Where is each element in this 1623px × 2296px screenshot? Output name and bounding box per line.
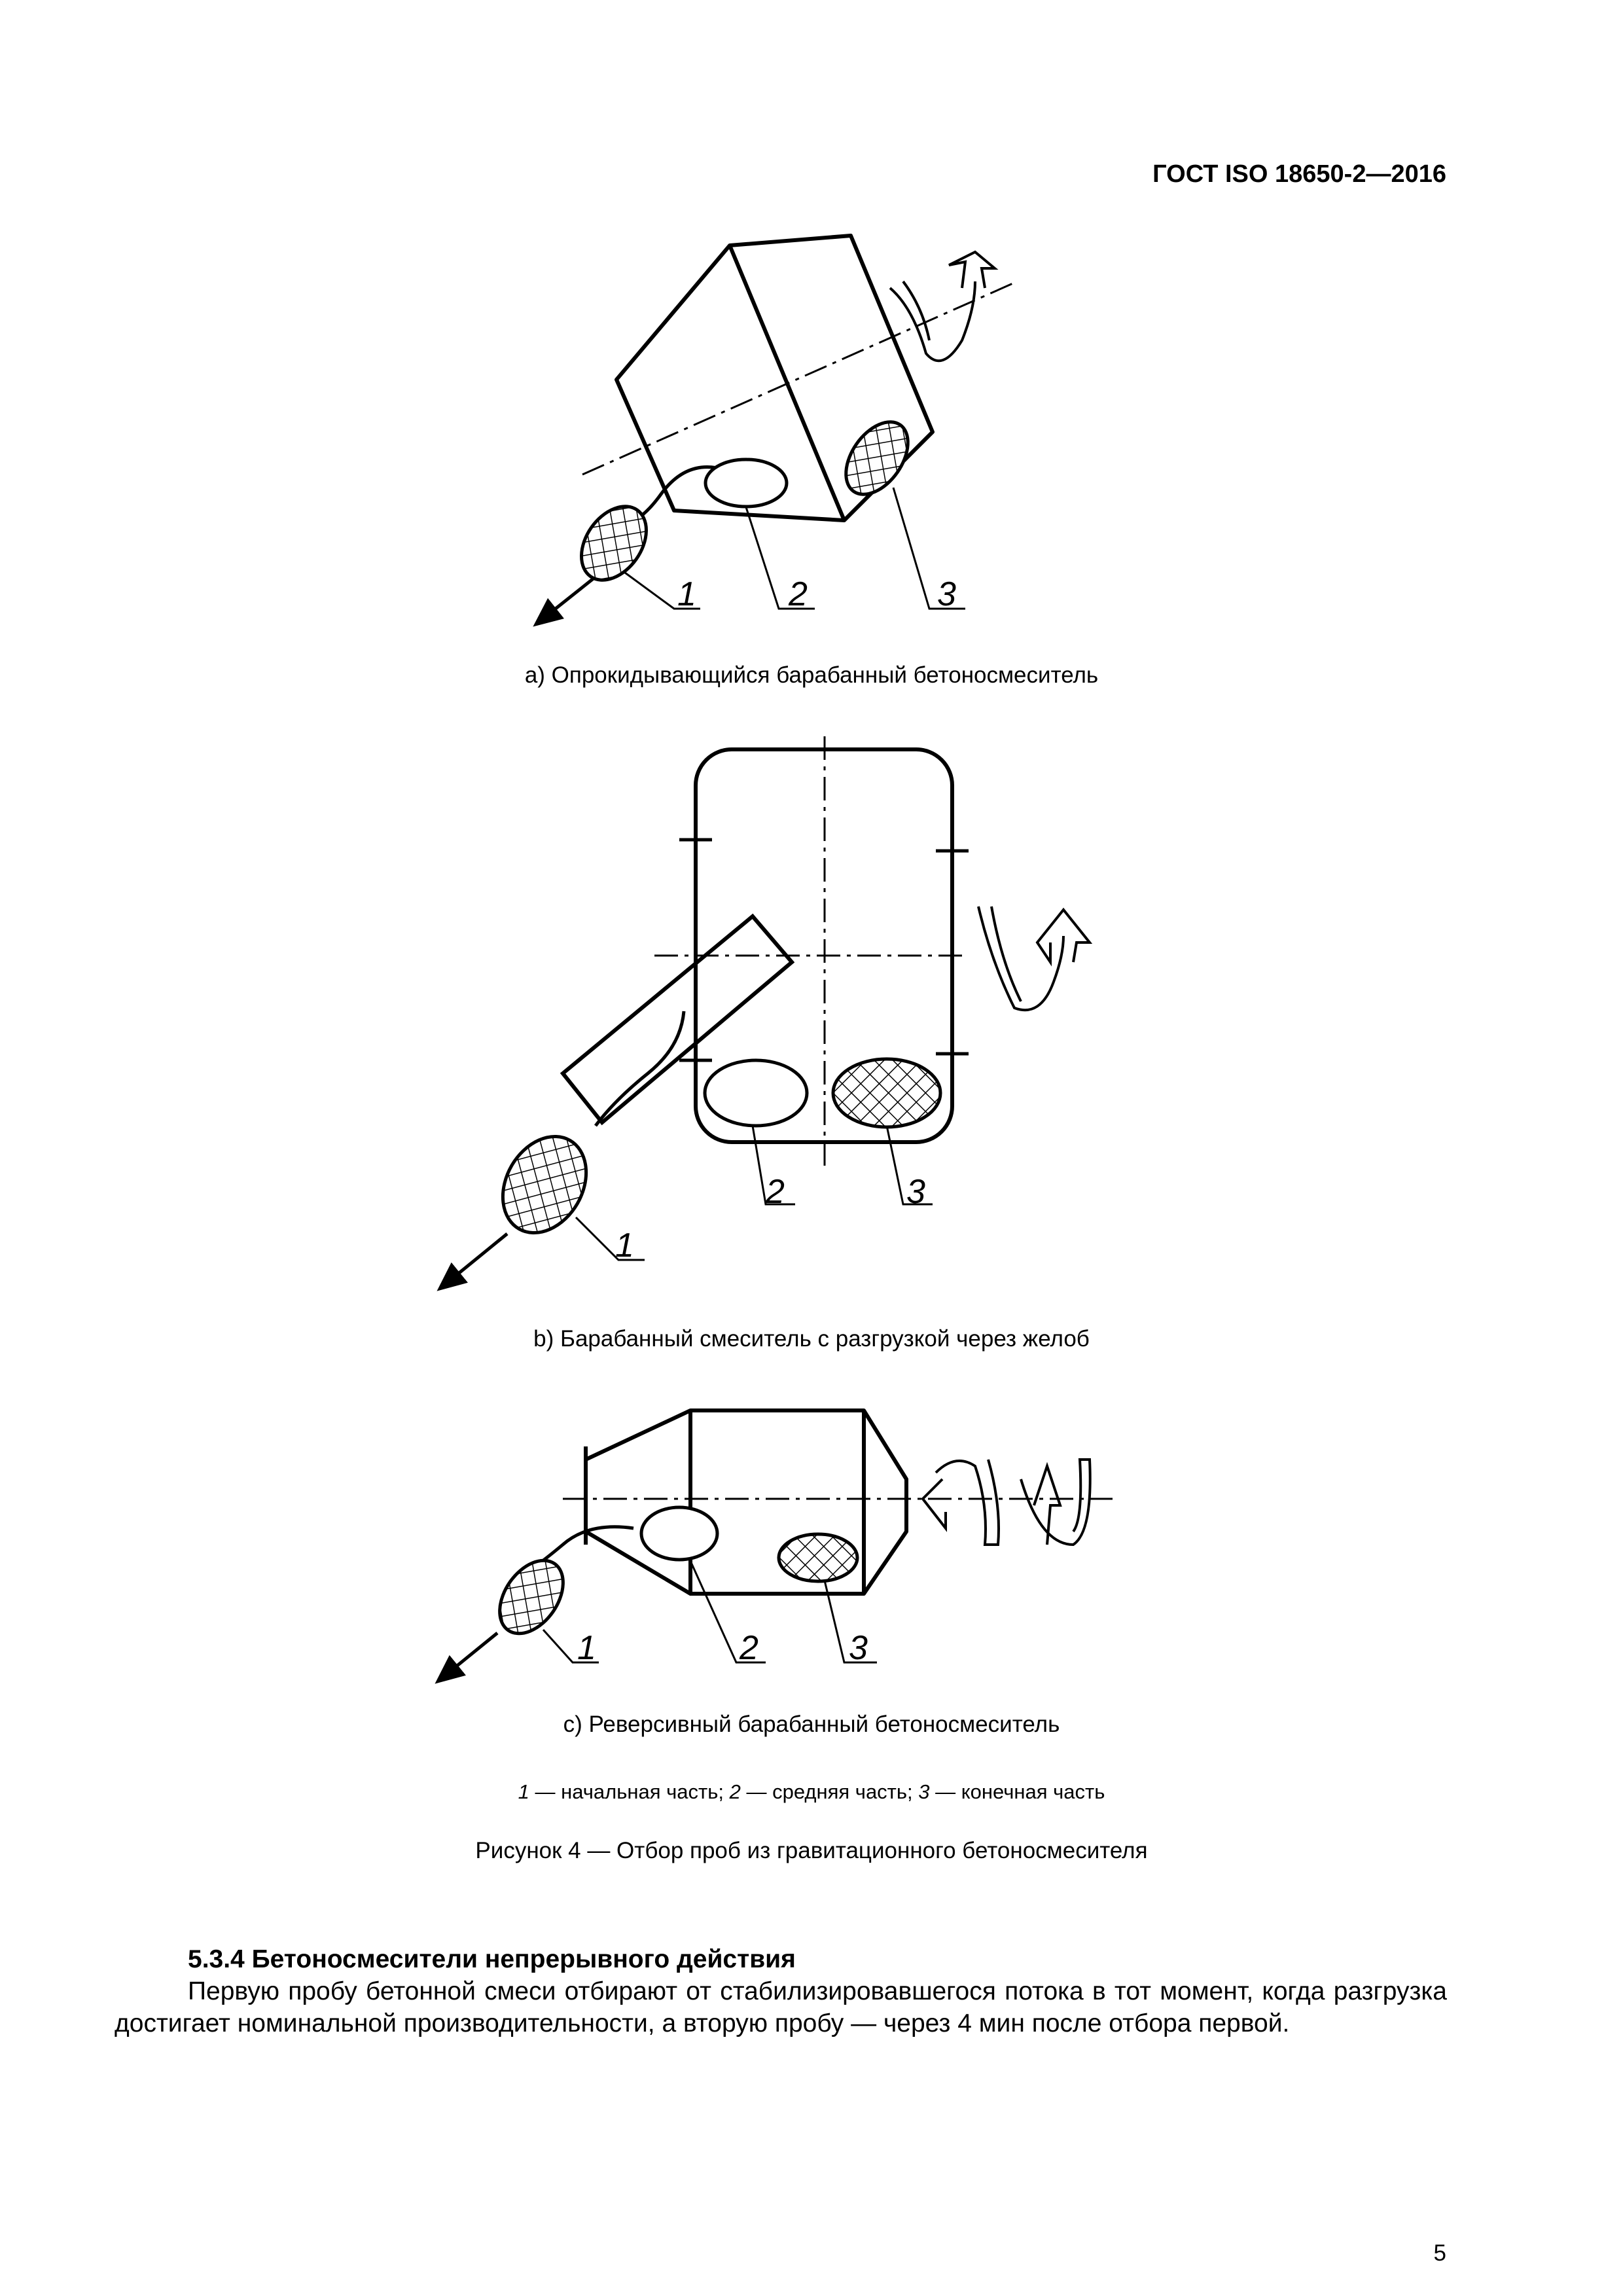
figure-panel-c: [0, 1381, 1623, 1689]
rotation-arrow-icon: [978, 906, 1090, 1010]
reverse-rotation-arrows-icon: [923, 1460, 1090, 1545]
sample-1-ellipse: [568, 494, 660, 592]
label-2: 2: [789, 575, 808, 613]
leader-1: [576, 1217, 645, 1260]
drum-body: [586, 1410, 906, 1594]
rotation-arrow-icon: [890, 252, 995, 361]
drum-axis: [582, 283, 1014, 475]
legend-text-2: — средняя часть;: [740, 1780, 919, 1803]
label-2: 2: [766, 1173, 785, 1211]
caption-b: b) Барабанный смеситель с разгрузкой через желоб: [533, 1326, 1090, 1352]
document-code: ГОСТ ISO 18650-2—2016: [1152, 160, 1446, 188]
label-1: 1: [615, 1227, 634, 1265]
caption-c: с) Реверсивный барабанный бетоносмеситель: [563, 1712, 1060, 1737]
sample-3-ellipse: [833, 1059, 940, 1127]
label-3: 3: [906, 1173, 925, 1211]
caption-a: а) Опрокидывающийся барабанный бетоносмеситель: [524, 662, 1099, 688]
label-2: 2: [740, 1629, 758, 1667]
legend-num-2: 2: [729, 1780, 741, 1803]
figure-panel-a: [0, 0, 1623, 655]
legend-text-3: — конечная часть: [929, 1780, 1105, 1803]
figure-panel-b: [0, 707, 1623, 1329]
sample-2-ellipse: [705, 459, 787, 507]
sample-3-ellipse: [779, 1534, 857, 1581]
page-number: 5: [1433, 2240, 1446, 2266]
label-3: 3: [849, 1629, 868, 1667]
figure-title: Рисунок 4 — Отбор проб из гравитационного бетоносмесителя: [475, 1838, 1148, 1863]
legend-text-1: — начальная часть;: [529, 1780, 730, 1803]
label-1: 1: [577, 1629, 596, 1667]
section-paragraph: Первую пробу бетонной смеси отбирают от стабилизировавшегося потока в тот момент, когда разгрузка достигает номинальной производительности, а вторую пробу — через 4 мин после отбора первой.: [115, 1977, 1447, 2037]
sample-2-ellipse: [705, 1060, 807, 1126]
figure-legend: [0, 1780, 1623, 1804]
label-1: 1: [677, 575, 696, 613]
section-heading: 5.3.4 Бетоносмесители непрерывного действия: [188, 1945, 796, 1973]
legend-num-1: 1: [518, 1780, 529, 1803]
sample-1-ellipse: [487, 1549, 577, 1645]
discharge-stream: [596, 1011, 684, 1126]
sample-2-ellipse: [641, 1507, 717, 1560]
sample-1-ellipse: [486, 1121, 603, 1247]
label-3: 3: [937, 575, 956, 613]
legend-num-3: 3: [918, 1780, 930, 1803]
